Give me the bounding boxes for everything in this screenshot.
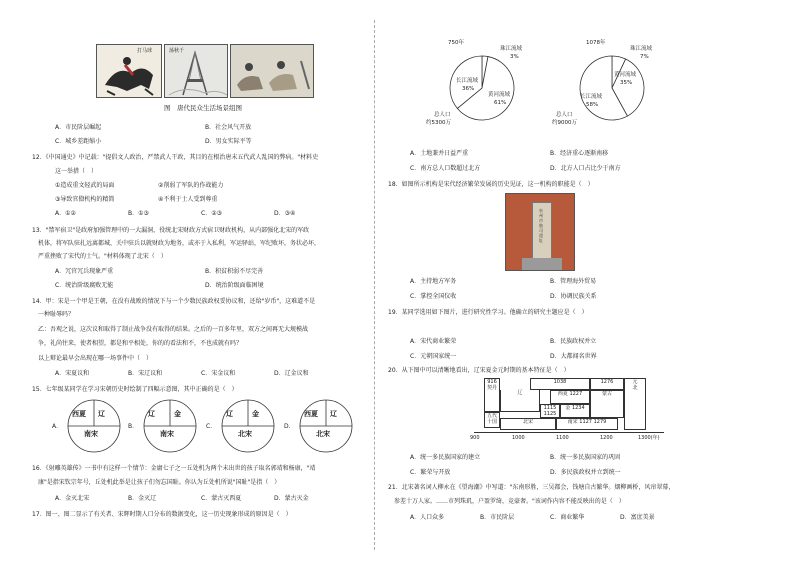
pie1-year: 750年 xyxy=(448,40,464,46)
tl-nansong: 南宋 xyxy=(567,419,578,425)
tl-mengu: 蒙古 xyxy=(601,391,612,397)
tl-mengu-box xyxy=(590,390,624,418)
q21-option-c[interactable]: C．商业繁华 xyxy=(550,514,585,521)
tl-wudai-box xyxy=(484,412,500,428)
tl-yuan: 元 xyxy=(632,379,638,385)
q18-option-d[interactable]: D．协调民族关系 xyxy=(550,293,597,300)
tl-beisong-box xyxy=(500,418,556,430)
tl-1279: 1279 xyxy=(593,419,607,425)
q13-option-a[interactable]: A．冗官冗兵现象严重 xyxy=(55,268,114,275)
stone-base xyxy=(522,258,562,270)
q13-line1: 13．"禁军宿卫"是政府加强管理中的一大漏洞，役统北宋财政方式宿卫财政机构，从内部强化北宋的军政 xyxy=(32,227,310,234)
q18-option-b[interactable]: B．管理海外贸易 xyxy=(550,278,597,285)
q12-option-c[interactable]: C．②③ xyxy=(201,210,222,217)
q16-option-b[interactable]: B．金灭辽 xyxy=(128,495,157,502)
q17-stem: 17．图一、图二显示了有关者、宋辉时期人口分布的数据变化，这一历史现象形成的原因是（ ） xyxy=(32,511,292,518)
q15-label-bottom: 北宋 xyxy=(316,430,330,438)
pie1-total-value: 约5300万 xyxy=(426,120,451,126)
tl-1227: 1227 xyxy=(569,391,583,397)
q14-line2: 一种耻辱吗？ xyxy=(38,311,75,318)
q15-label-topright: 金 xyxy=(174,410,181,418)
tl-1276: 1276 xyxy=(600,379,614,385)
q17-option-a[interactable]: A．土地兼并日益严重 xyxy=(410,150,469,157)
q12-item-2: ②削弱了军队的作战能力 xyxy=(158,182,224,189)
pie2-total-value: 约9000万 xyxy=(552,120,577,126)
q14-line5: 以上辩论最早会出现在哪一场事件中（ ） xyxy=(38,355,153,362)
pie1-label-huanghe: 黄河流域 xyxy=(488,92,511,98)
q21-line2: 参差十万人家。……市列珠玑，户盈罗绮，竞豪奢。"该词作内容不能反映出的是（ ） xyxy=(394,498,625,505)
pie1-value-huanghe: 61% xyxy=(494,100,507,106)
q12-option-b[interactable]: B．①③ xyxy=(128,210,149,217)
tl-916: 916 xyxy=(487,379,497,385)
q12-item-1: ①造成重文轻武的局面 xyxy=(55,182,115,189)
dynasty-timeline xyxy=(470,376,670,448)
tl-tick-1200: 1200 xyxy=(600,435,613,441)
q13-line2: 机体，将军队驻扎远离都城，关中驻兵以就财政为地务，或亦于入私利，军运驿站，军纪败坏，务状必坏， xyxy=(38,240,321,247)
q16-option-d[interactable]: D．蒙古灭金 xyxy=(274,495,309,502)
column-divider xyxy=(374,20,375,550)
q20-option-d[interactable]: D．多民族政权并立到统一 xyxy=(550,469,621,476)
q19-option-c[interactable]: C．元朝国家统一 xyxy=(410,353,457,360)
polo-caption: 打马球 xyxy=(137,48,153,54)
q17-option-b[interactable]: B．经济重心逐渐南移 xyxy=(550,150,609,157)
tl-tick-900: 900 xyxy=(470,435,480,441)
q14-option-d[interactable]: D．辽金议和 xyxy=(274,370,309,377)
figure-caption: 图 唐代民众生活场景组图 xyxy=(164,104,242,112)
q15-circle xyxy=(66,398,122,454)
q14-line4: 争，礼尚往来，使者相望，都是和平相处，你的的看法和不，不也成就有吗？ xyxy=(38,340,243,347)
q18-stem: 18．如图所示机构是宋代经济繁荣发展的历史见证，这一机构的职能是（ ） xyxy=(388,181,594,188)
tl-qidan-box xyxy=(484,378,500,412)
q15-diagram-option: B． xyxy=(128,423,139,430)
tl-xixia-box xyxy=(550,390,590,404)
swing-photo xyxy=(164,44,228,98)
q15-diagram-0[interactable] xyxy=(52,398,124,454)
tl-yuan-box xyxy=(624,378,646,430)
q18-option-a[interactable]: A．主持地方军务 xyxy=(410,278,457,285)
tl-tick-1300: 1300(年) xyxy=(638,435,660,441)
q11-option-c[interactable]: C．城乡差距缩小 xyxy=(55,138,102,145)
q14-option-c[interactable]: C．宋金议和 xyxy=(201,370,236,377)
pie2-value-changjiang: 58% xyxy=(586,102,599,108)
q13-option-d[interactable]: D．统治阶级面临困境 xyxy=(205,282,264,289)
q12-item-3: ③导致官僚机构的精简 xyxy=(55,196,115,203)
pie2-value-huanghe: 35% xyxy=(620,80,633,86)
q21-option-a[interactable]: A．人口众多 xyxy=(410,514,445,521)
tl-top-row xyxy=(530,378,590,390)
tl-nansong-box xyxy=(556,418,618,430)
tl-mengu-top xyxy=(590,378,624,390)
q19-option-b[interactable]: B．民族政权并立 xyxy=(550,338,597,345)
horse-riders-photo xyxy=(230,44,314,98)
pie-chart-750 xyxy=(424,40,536,130)
q15-diagram-option: A． xyxy=(52,423,63,430)
left-column xyxy=(30,0,365,562)
pie-chart-1078 xyxy=(550,40,662,130)
stone-inscription: 泉州市舶司遗址 xyxy=(539,208,543,243)
tl-1234: 1234 xyxy=(571,405,585,411)
q19-option-a[interactable]: A．宋代商业繁荣 xyxy=(410,338,457,345)
q15-circle xyxy=(220,398,276,454)
pie2-label-changjiang: 长江流域 xyxy=(580,94,603,100)
q15-label-topleft: 辽 xyxy=(226,410,233,418)
q12-option-d[interactable]: D．③④ xyxy=(274,210,296,217)
q15-circle xyxy=(298,398,354,454)
q19-stem: 19．某同学选用如下图片，进行研究性学习。他确立的研究主题应是（ ） xyxy=(388,309,588,316)
q15-label-topleft: 西夏 xyxy=(72,410,86,418)
tl-1115: 1115 xyxy=(543,405,557,411)
q15-label-topleft: 西夏 xyxy=(304,410,318,418)
q11-option-d[interactable]: D．男女实际平等 xyxy=(205,138,252,145)
q14-line3: 乙：吾观之说，这次议和取得了制止战争没有取得的结果。之后的一百多年里，双方之间再无大规模战 xyxy=(38,326,309,333)
q15-label-topright: 金 xyxy=(252,410,259,418)
q13-line3: 严重挫败了宋代的士气。"材料体现了北宋（ ） xyxy=(38,253,167,260)
q21-option-d[interactable]: D．富庶美景 xyxy=(620,514,655,521)
q13-option-c[interactable]: C．统治阶级腐败无能 xyxy=(55,282,114,289)
q14-option-b[interactable]: B．宋辽议和 xyxy=(128,370,163,377)
q15-diagram-option: C． xyxy=(206,423,217,430)
pie2-total-label: 总人口 xyxy=(556,112,573,118)
tl-jin: 金 xyxy=(565,405,571,411)
q15-label-bottom: 北宋 xyxy=(238,430,252,438)
tl-beisong: 北宋 xyxy=(522,419,533,425)
q11-option-b[interactable]: B．社会风气开放 xyxy=(205,124,252,131)
tl-wudai: 五代 xyxy=(486,413,497,419)
tl-1125: 1125 xyxy=(543,411,557,417)
q12-stem-line2: 这一举措（ ） xyxy=(55,168,98,175)
pie2-value-zhujiang: 7% xyxy=(640,54,649,60)
tl-shiguo: 十国 xyxy=(486,419,497,425)
q12-item-4: ④不利于士人受到尊重 xyxy=(158,196,218,203)
pie2-label-huanghe: 黄河流域 xyxy=(614,72,637,78)
tl-1115-box xyxy=(540,404,560,418)
tl-xixia: 西夏 xyxy=(557,391,568,397)
tl-1038: 1038 xyxy=(553,379,567,385)
polo-illustration xyxy=(97,45,162,98)
q18-option-c[interactable]: C．掌控全国仪收 xyxy=(410,293,457,300)
q15-label-topright: 辽 xyxy=(330,410,337,418)
q19-option-d[interactable]: D．大都闻名世界 xyxy=(550,353,597,360)
q14-option-a[interactable]: A．宋夏议和 xyxy=(55,370,90,377)
tl-tick-1000: 1000 xyxy=(512,435,525,441)
q17-option-c[interactable]: C．南方总人口数超过北方 xyxy=(410,165,481,172)
pie1-label-zhujiang: 珠江流域 xyxy=(500,46,523,52)
pie1-label-changjiang: 长江流域 xyxy=(456,78,479,84)
q20-option-b[interactable]: B．统一多民族国家的巩固 xyxy=(550,454,621,461)
pie1-value-zhujiang: 3% xyxy=(510,54,519,60)
q16-option-a[interactable]: A．金灭北宋 xyxy=(55,495,90,502)
q15-label-bottom: 南宋 xyxy=(84,430,98,438)
tl-jin-box xyxy=(560,404,590,418)
q15-circle xyxy=(142,398,198,454)
q11-option-a[interactable]: A．市民阶层崛起 xyxy=(55,124,102,131)
q20-stem: 20．从下图中可以清晰地看出，辽宋夏金元时期的基本特征是（ ） xyxy=(388,367,570,374)
q21-option-b[interactable]: B．市民阶层 xyxy=(480,514,515,521)
tl-axis-line xyxy=(474,432,664,433)
tl-qidan: 契丹 xyxy=(486,385,497,391)
tl-tick-1100: 1100 xyxy=(556,435,569,441)
q13-option-b[interactable]: B．积贫积弱不尽完善 xyxy=(205,268,264,275)
q15-diagram-3[interactable] xyxy=(284,398,356,454)
pie1-total-label: 总人口 xyxy=(434,112,451,118)
q15-label-topleft: 辽 xyxy=(148,410,155,418)
shibosi-stone-photo xyxy=(505,193,575,271)
tl-liao-box xyxy=(500,390,540,412)
tl-bei: 北 xyxy=(632,385,638,391)
q15-diagram-2[interactable] xyxy=(206,398,278,454)
q16-line2: 康"是指宋钦宗年号，丘处机此举是让孩子们勿忘国耻。你认为丘处机所说"国耻"是指（ ） xyxy=(38,479,281,486)
riders-illustration xyxy=(231,45,314,98)
q15-label-bottom: 南宋 xyxy=(160,430,174,438)
q15-stem: 15．七年级某同学在学习宋朝历史时绘制了四幅示意图，其中正确的是（ ） xyxy=(32,386,238,393)
q15-diagram-1[interactable] xyxy=(128,398,200,454)
q20-option-a[interactable]: A．统一多民族国家的建立 xyxy=(410,454,481,461)
tl-1127: 1127 xyxy=(579,419,592,425)
swing-caption: 荡秋千 xyxy=(169,48,185,54)
pie2-label-zhujiang: 珠江流域 xyxy=(630,46,653,52)
q16-line1: 16．《射雕英雄传》一书中有这样一个情节：金庸七子之一丘处机为两个未出世的孩子取名郭靖和杨康，"靖 xyxy=(32,465,316,472)
q14-line1: 14．甲：宋是一个甲是王朝，在没有战败的情况下与一个少数民族政权妥协议和，还给"岁币"，这难道不是 xyxy=(32,298,316,305)
tl-liao: 辽 xyxy=(517,390,523,396)
pie1-value-changjiang: 36% xyxy=(462,86,475,92)
pie2-year: 1078年 xyxy=(586,40,606,46)
q15-label-topright: 辽 xyxy=(98,410,105,418)
q21-line1: 21．北宋著名词人柳永在《望海潮》中写道："东南形胜，三吴都会，钱塘自古繁华。烟柳画桥，风帘翠幕， xyxy=(388,484,675,491)
polo-photo xyxy=(96,44,162,98)
q17-option-d[interactable]: D．北方人口占比少于南方 xyxy=(550,165,621,172)
q16-option-c[interactable]: C．蒙古灭西夏 xyxy=(201,495,242,502)
q12-stem-line1: 12．《中国通史》中记载："提倡文人政治，严禁武人干政，其目的在根治唐末五代武人乱国的弊病。"材料史 xyxy=(32,154,319,161)
q20-option-c[interactable]: C．繁荣与开放 xyxy=(410,469,451,476)
q15-diagram-option: D． xyxy=(284,423,295,430)
q12-option-a[interactable]: A．①② xyxy=(55,210,76,217)
